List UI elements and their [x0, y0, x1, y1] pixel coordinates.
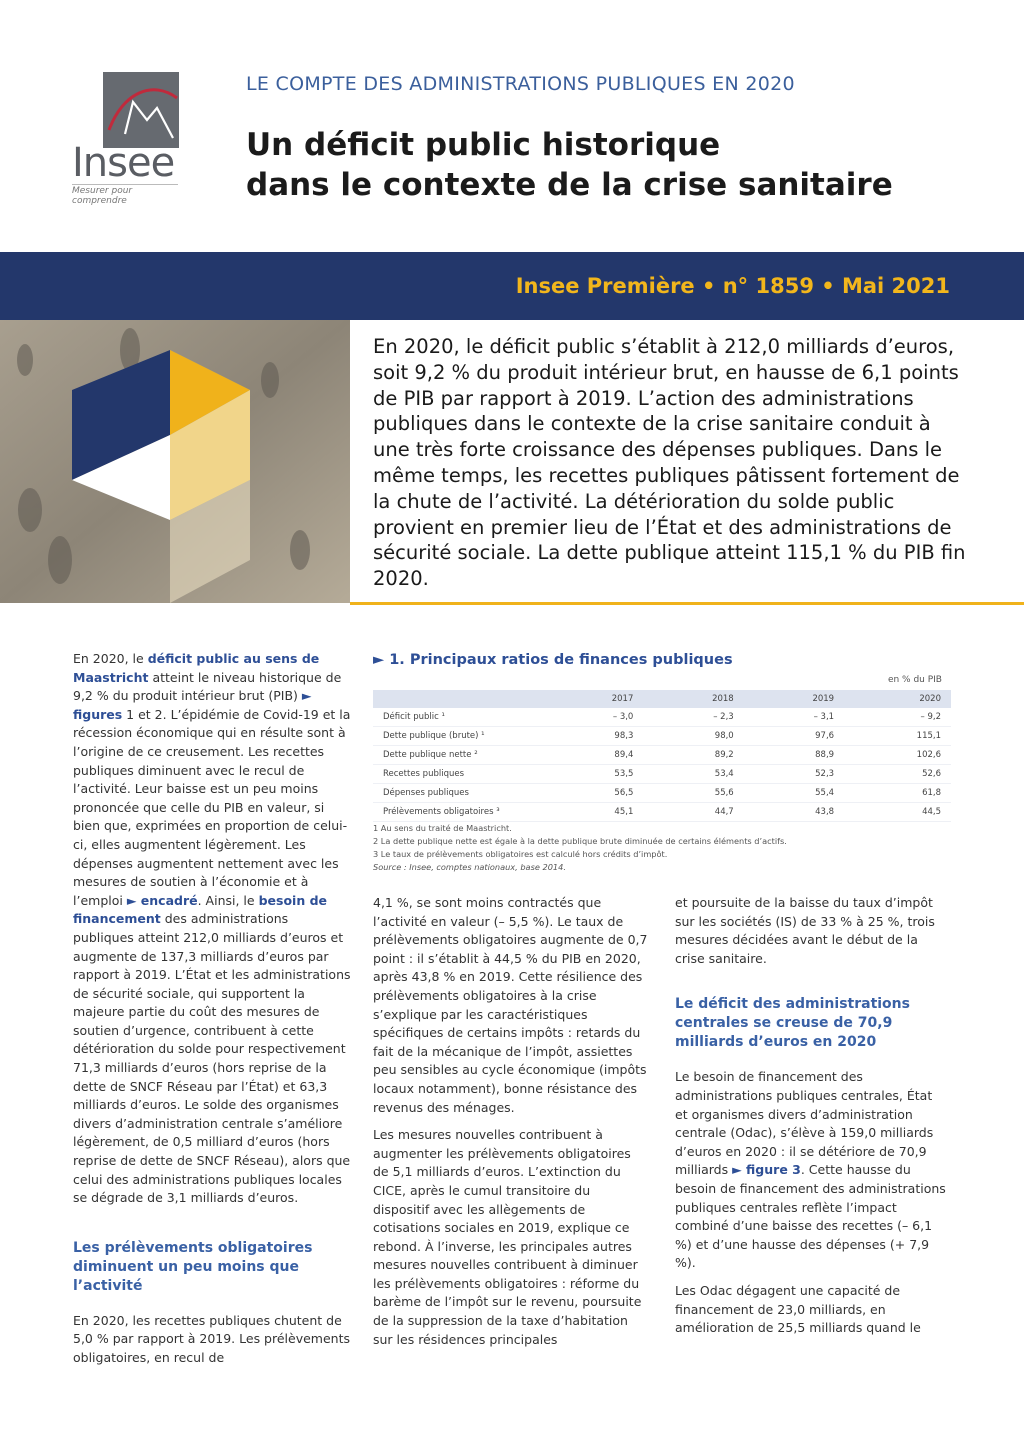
link-deficit-public[interactable]: déficit public au sens de Maastricht	[73, 651, 320, 685]
figure-1-notes	[373, 822, 953, 874]
table-header-empty	[373, 690, 543, 708]
publication-reference: Insee Première • n° 1859 • Mai 2021	[515, 274, 950, 298]
lead-paragraph: En 2020, le déficit public s’établit à 212,0 milliards d’euros, soit 9,2 % du produit intérieur brut, en hausse de 6,1 points de PIB par rapport à 2019. L’action des administrations publiques dans le contexte de la crise sanitaire conduit à une très forte croissance des dépenses publiques. Dans le même temps, les recettes publiques pâtissent fortement de la chute de l’activité. La détérioration du solde public provient en premier lieu de l’État et des administrations de sécurité sociale. La dette publique atteint 115,1 % du PIB fin 2020.	[373, 335, 966, 591]
link-figures[interactable]: ► figures	[73, 688, 312, 722]
col3-paragraph-1: et poursuite de la baisse du taux d’impôt sur les sociétés (IS) de 33 % à 25 %, trois mesures décidées avant le début de la crise sanitaire.	[675, 895, 935, 966]
table-header-year: 2019	[744, 690, 844, 708]
col3-paragraph-2: Le besoin de financement des administrations publiques centrales, État et organismes divers d’administration centrale (Odac), s’élève à 159,0 milliards d’euros en 2020 : il se détériore de 70,9 milliards ► figure 3. Cette hausse du besoin de financement des administrations publiques centrales reflète l’impact combiné d’une baisse des recettes (– 6,1 %) et d’une hausse des dépenses (+ 7,9 %).	[675, 1069, 946, 1271]
table-row: Dette publique nette ² 89,4 89,2 88,9 102,6	[373, 746, 951, 765]
title-line-2: dans le contexte de la crise sanitaire	[246, 167, 893, 203]
table-row: Déficit public ¹ – 3,0 – 2,3 – 3,1 – 9,2	[373, 708, 951, 727]
link-besoin-financement[interactable]: besoin de financement	[73, 892, 327, 927]
table-header-year: 2018	[643, 690, 743, 708]
logo-emblem-icon	[103, 72, 179, 148]
cover-illustration	[0, 320, 350, 603]
column-1	[73, 650, 351, 1377]
page-title	[246, 125, 893, 205]
table-row: Dette publique (brute) ¹ 98,3 98,0 97,6 115,1	[373, 727, 951, 746]
logo-wordmark: Insee	[72, 140, 175, 186]
table-row: Recettes publiques 53,5 53,4 52,3 52,6	[373, 765, 951, 784]
title-line-1: Un déficit public historique	[246, 127, 721, 163]
figure-note: 1 Au sens du traité de Maastricht.	[373, 823, 512, 833]
table-row: Prélèvements obligatoires ³ 45,1 44,7 43,8 44,5	[373, 803, 951, 822]
publication-banner	[0, 252, 1024, 320]
section-heading-prelevements: Les prélèvements obligatoires diminuent un peu moins que l’activité	[73, 1239, 313, 1294]
logo-tagline: Mesurer pour comprendre	[72, 184, 178, 206]
section-heading-administrations-centrales: Le déficit des administrations centrales se creuse de 70,9 milliards d’euros en 2020	[675, 996, 910, 1051]
col1-paragraph-1: En 2020, le déficit public au sens de Maastricht atteint le niveau historique de 9,2 % du produit intérieur brut (PIB) ► figures 1 et 2. L’épidémie de Covid-19 et la récession économique qui en résulte sont à l’origine de ce creusement. Les recettes publiques diminuent avec le recul de l’activité. Leur baisse est un peu moins prononcée que celle du PIB en valeur, si bien que, exprimées en proportion de celui-ci, elles augmentent légèrement. Les dépenses augmentent nettement avec les mesures de soutien à l’économie et à l’emploi ► encadré. Ainsi, le besoin de financement des administrations publiques atteint 212,0 milliards d’euros et augmente de 137,3 milliards d’euros par rapport à 2019. L’État et les administrations de sécurité sociale, qui supportent la majeure partie du coût des mesures de soutien d’urgence, contribuent à cette détérioration du solde pour respectivement 71,3 milliards d’euros (hors reprise de la dette de SNCF Réseau par l’État) et 63,3 milliards d’euros. Le solde des organismes divers d’administration centrale s’améliore légèrement, de 0,5 milliard d’euros (hors reprise de dette de SNCF Réseau), alors que celui des administrations publiques locales se dégrade de 3,1 milliards d’euros.	[73, 651, 351, 1206]
figure-source: Source : Insee, comptes nationaux, base 2014.	[373, 862, 566, 872]
figure-note: 2 La dette publique nette est égale à la dette publique brute diminuée de certains éléments d’actifs.	[373, 836, 787, 846]
table-header-year: 2020	[844, 690, 951, 708]
column-3	[675, 894, 947, 1347]
table-header-row	[373, 690, 951, 708]
column-2	[373, 894, 649, 1358]
figure-1-title: ► 1. Principaux ratios de finances publiques	[373, 652, 733, 668]
link-figure-3[interactable]: ► figure 3	[732, 1162, 801, 1178]
link-encadre[interactable]: ► encadré	[126, 892, 198, 908]
table-header-year: 2017	[543, 690, 643, 708]
report-kicker: LE COMPTE DES ADMINISTRATIONS PUBLIQUES EN 2020	[246, 73, 795, 95]
lead-divider	[350, 602, 1024, 605]
figure-note: 3 Le taux de prélèvements obligatoires est calculé hors crédits d’impôt.	[373, 849, 668, 859]
col3-paragraph-3: Les Odac dégagent une capacité de financement de 23,0 milliards, en amélioration de 25,5 milliards quand le	[675, 1282, 921, 1336]
figure-1-table	[373, 690, 951, 822]
figure-1-unit: en % du PIB	[887, 675, 942, 685]
col1-paragraph-2: En 2020, les recettes publiques chutent de 5,0 % par rapport à 2019. Les prélèvements obligatoires, en recul de	[73, 1312, 350, 1365]
col2-paragraph-1: 4,1 %, se sont moins contractés que l’activité en valeur (– 5,5 %). Le taux de prélèvements obligatoires augmente de 0,7 point : il s’établit à 44,5 % du PIB en 2020, après 43,8 % en 2019. Cette résilience des prélèvements obligatoires à la crise s’explique par les caractéristiques spécifiques de certains impôts : retards du fait de la mécanique de l’impôt, assiettes peu sensibles au cycle économique (impôts locaux notamment), bonne résistance des revenus des ménages.	[373, 895, 648, 1115]
col2-paragraph-2: Les mesures nouvelles contribuent à augmenter les prélèvements obligatoires de 5,1 milliards d’euros. L’extinction du CICE, après le cumul transitoire du dispositif avec les allègements de cotisations sociales en 2019, explique ce rebond. À l’inverse, les principales autres mesures nouvelles contribuent à diminuer les prélèvements obligatoires : réforme du barème de l’impôt sur le revenu, poursuite de la suppression de la taxe d’habitation sur les résidences principales	[373, 1127, 642, 1347]
table-row: Dépenses publiques 56,5 55,6 55,4 61,8	[373, 784, 951, 803]
